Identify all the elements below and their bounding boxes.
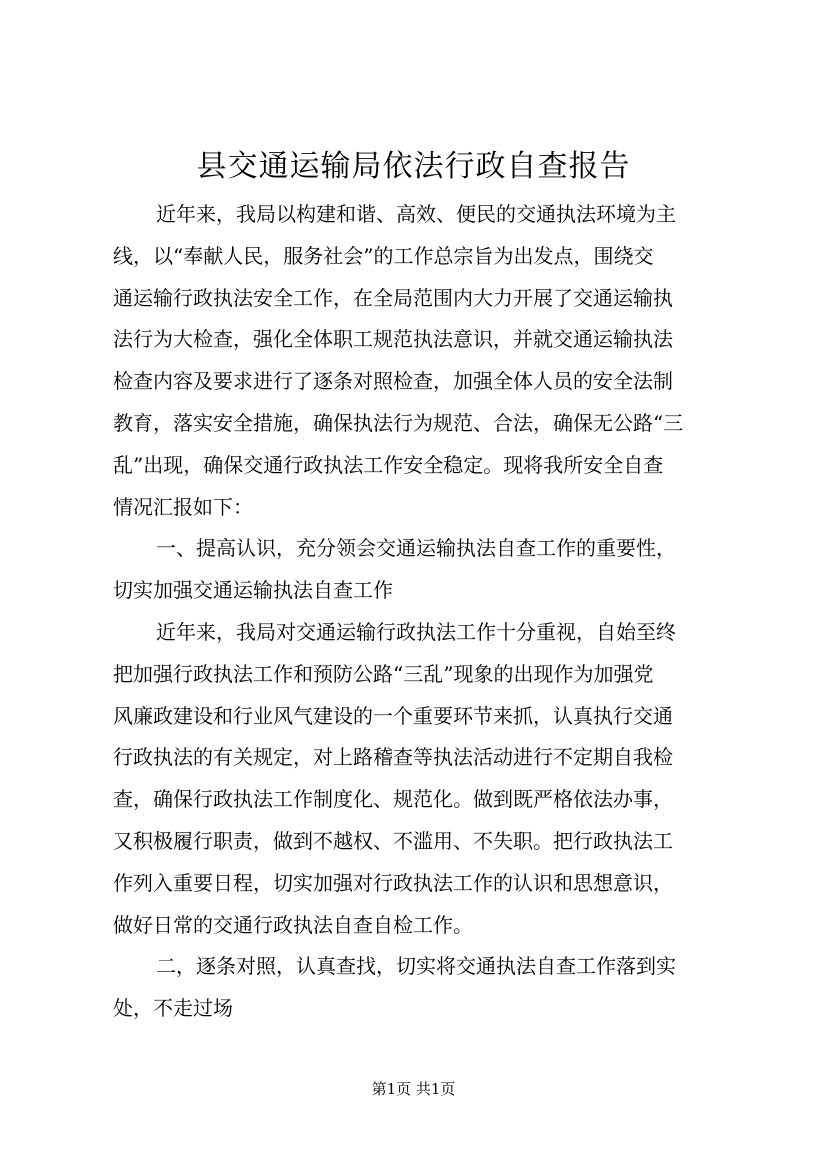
paragraph-line: 做好日常的交通行政执法自查自检工作。 (113, 912, 473, 937)
paragraph-line: 情况汇报如下： (113, 494, 253, 519)
document-title: 县交通运输局依法行政自查报告 (196, 149, 631, 184)
paragraph-line: 线，以“奉献人民，服务社会”的工作总宗旨为出发点，围绕交 (113, 243, 654, 268)
paragraph-line: 法行为大检查，强化全体职工规范执法意识，并就交通运输执法 (113, 327, 673, 352)
paragraph-line: 乱”出现，确保交通行政执法工作安全稳定。现将我所安全自查 (113, 452, 664, 477)
paragraph-line: 检查内容及要求进行了逐条对照检查，加强全体人员的安全法制 (113, 369, 673, 394)
paragraph-line: 查，确保行政执法工作制度化、规范化。做到既严格依法办事， (113, 787, 673, 812)
paragraph-line: 作列入重要日程，切实加强对行政执法工作的认识和思想意识， (113, 870, 673, 895)
paragraph-line: 把加强行政执法工作和预防公路“三乱”现象的出现作为加强党 (113, 661, 654, 686)
section-heading-line: 处，不走过场 (113, 996, 233, 1021)
section-heading-line: 切实加强交通运输执法自查工作 (113, 578, 393, 603)
paragraph-line: 通运输行政执法安全工作，在全局范围内大力开展了交通运输执 (113, 285, 673, 310)
document-body (113, 194, 733, 1030)
section-heading-line: 一、提高认识，充分领会交通运输执法自查工作的重要性， (156, 536, 676, 561)
paragraph-line: 行政执法的有关规定，对上路稽查等执法活动进行不定期自我检 (113, 745, 673, 770)
paragraph-line: 又积极履行职责，做到不越权、不滥用、不失职。把行政执法工 (113, 828, 673, 853)
section-heading-line: 二，逐条对照，认真查找，切实将交通执法自查工作落到实 (156, 954, 676, 979)
paragraph-line: 近年来，我局以构建和谐、高效、便民的交通执法环境为主 (156, 202, 676, 226)
paragraph-line: 教育，落实安全措施，确保执法行为规范、合法，确保无公路“三 (113, 410, 684, 435)
paragraph-line: 近年来，我局对交通运输行政执法工作十分重视，自始至终 (156, 619, 676, 644)
paragraph-line: 风廉政建设和行业风气建设的一个重要环节来抓，认真执行交通 (113, 703, 673, 728)
page-number-footer: 第1页 共1页 (371, 1080, 456, 1098)
